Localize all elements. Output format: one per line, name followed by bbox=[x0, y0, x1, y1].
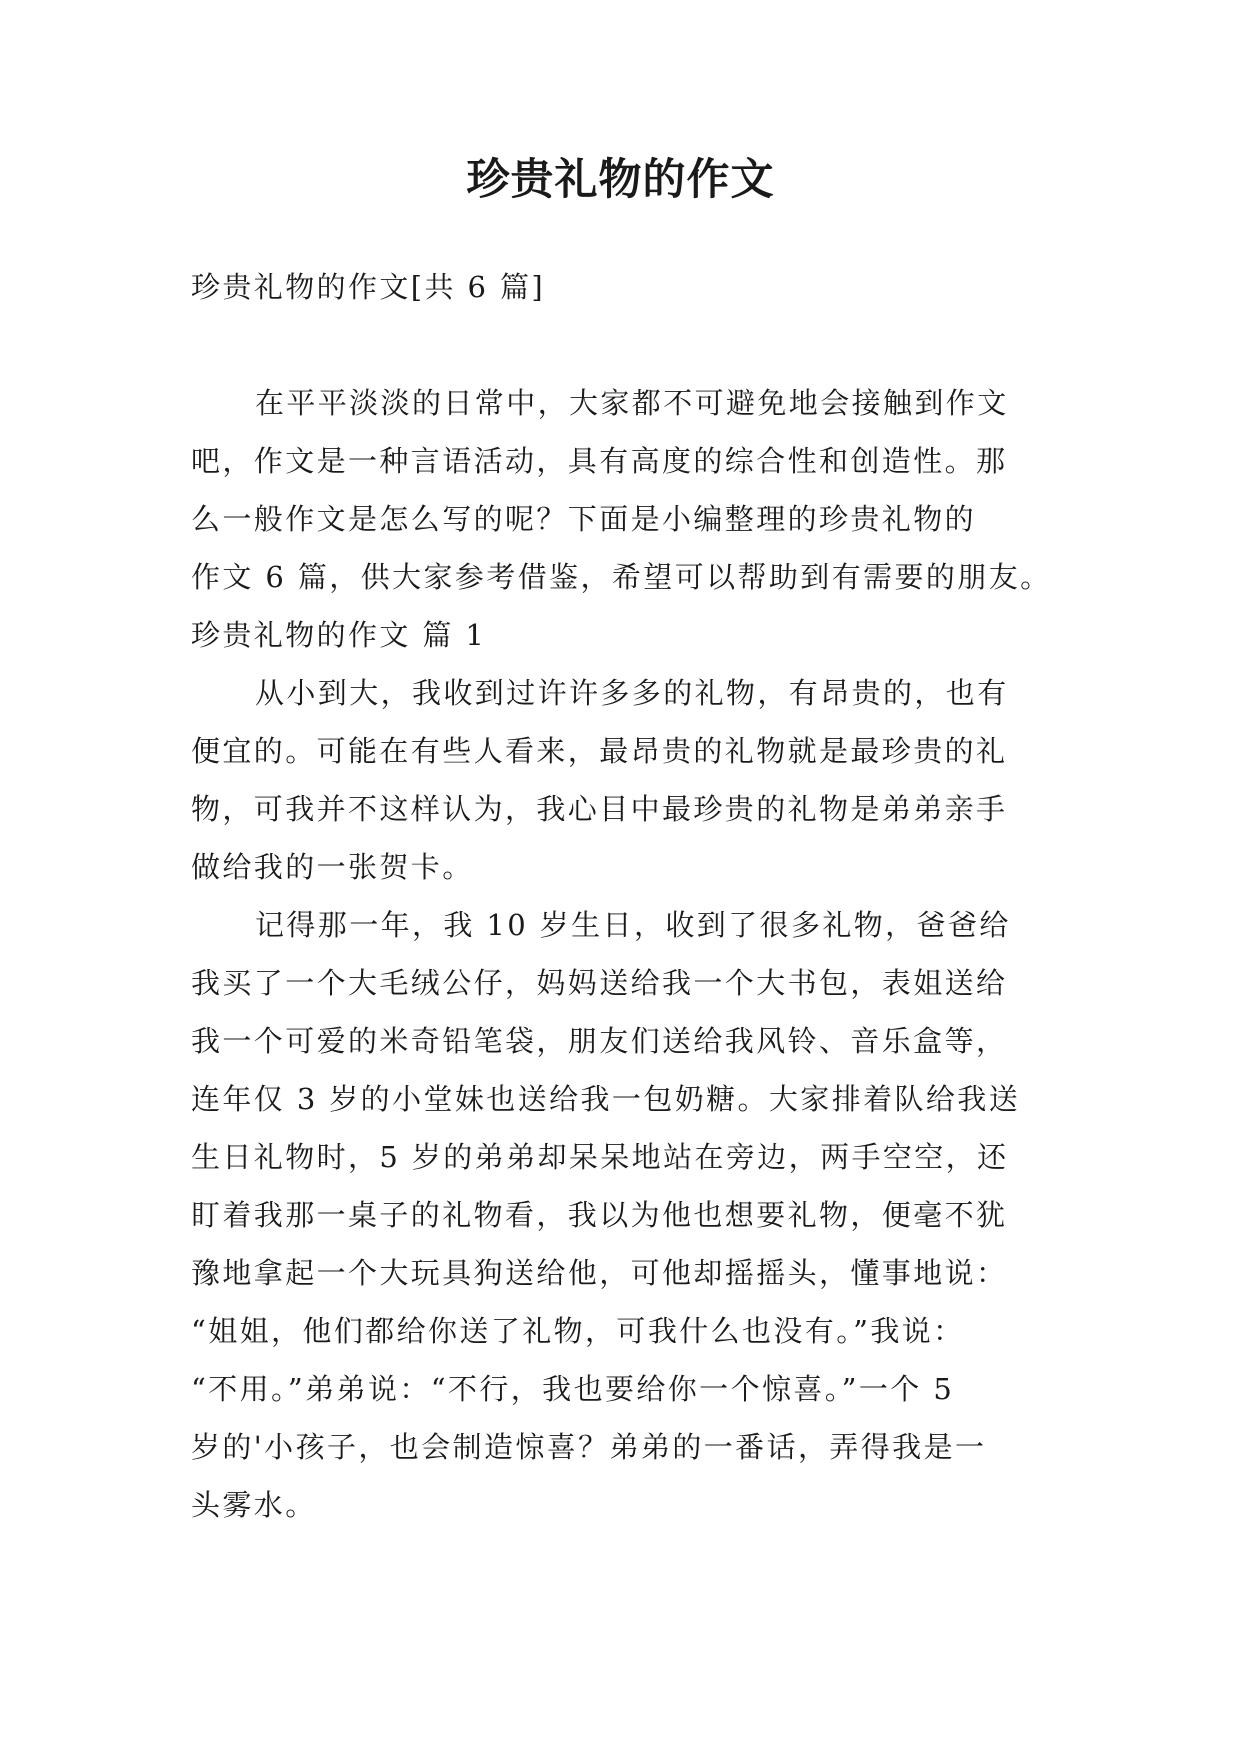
document-title: 珍贵礼物的作文 bbox=[466, 155, 775, 205]
paragraph-line: 豫地拿起一个大玩具狗送给他，可他却摇摇头，懂事地说： bbox=[191, 1256, 1008, 1290]
blank-line bbox=[191, 316, 1051, 374]
paragraph-line: 记得那一年，我 10 岁生日，收到了很多礼物，爸爸给 bbox=[255, 908, 1011, 942]
section-heading: 珍贵礼物的作文 篇 1 bbox=[191, 618, 487, 652]
paragraph-line: 盯着我那一桌子的礼物看，我以为他也想要礼物，便毫不犹 bbox=[191, 1198, 1008, 1232]
paragraph-line: 连年仅 3 岁的小堂妹也送给我一包奶糖。大家排着队给我送 bbox=[191, 1082, 1021, 1116]
intro-line: 么一般作文是怎么写的呢？下面是小编整理的珍贵礼物的 bbox=[191, 502, 977, 536]
paragraph-line: 我一个可爱的米奇铅笔袋，朋友们送给我风铃、音乐盒等， bbox=[191, 1024, 1008, 1058]
document-body bbox=[191, 258, 1051, 1534]
paragraph-line: 物，可我并不这样认为，我心目中最珍贵的礼物是弟弟亲手 bbox=[191, 792, 1008, 826]
paragraph-line: 岁的'小孩子，也会制造惊喜？弟弟的一番话，弄得我是一 bbox=[191, 1430, 987, 1464]
intro-line: 作文 6 篇，供大家参考借鉴，希望可以帮助到有需要的朋友。 bbox=[191, 560, 1052, 594]
paragraph-line: 便宜的。可能在有些人看来，最昂贵的礼物就是最珍贵的礼 bbox=[191, 734, 1008, 768]
paragraph-line: 做给我的一张贺卡。 bbox=[191, 850, 474, 884]
paragraph-line: 生日礼物时，5 岁的弟弟却呆呆地站在旁边，两手空空，还 bbox=[191, 1140, 1009, 1174]
intro-line: 吧，作文是一种言语活动，具有高度的综合性和创造性。那 bbox=[191, 444, 1008, 478]
paragraph-line: “不用。”弟弟说：“不行，我也要给你一个惊喜。”一个 5 bbox=[191, 1372, 955, 1406]
paragraph-line: 从小到大，我收到过许许多多的礼物，有昂贵的，也有 bbox=[255, 676, 1009, 710]
paragraph-line: “姐姐，他们都给你送了礼物，可我什么也没有。”我说： bbox=[191, 1314, 965, 1348]
paragraph-line: 头雾水。 bbox=[191, 1488, 317, 1522]
intro-line: 在平平淡淡的日常中，大家都不可避免地会接触到作文 bbox=[255, 386, 1009, 420]
document-subtitle: 珍贵礼物的作文[共 6 篇] bbox=[191, 270, 546, 304]
paragraph-line: 我买了一个大毛绒公仔，妈妈送给我一个大书包，表姐送给 bbox=[191, 966, 1008, 1000]
